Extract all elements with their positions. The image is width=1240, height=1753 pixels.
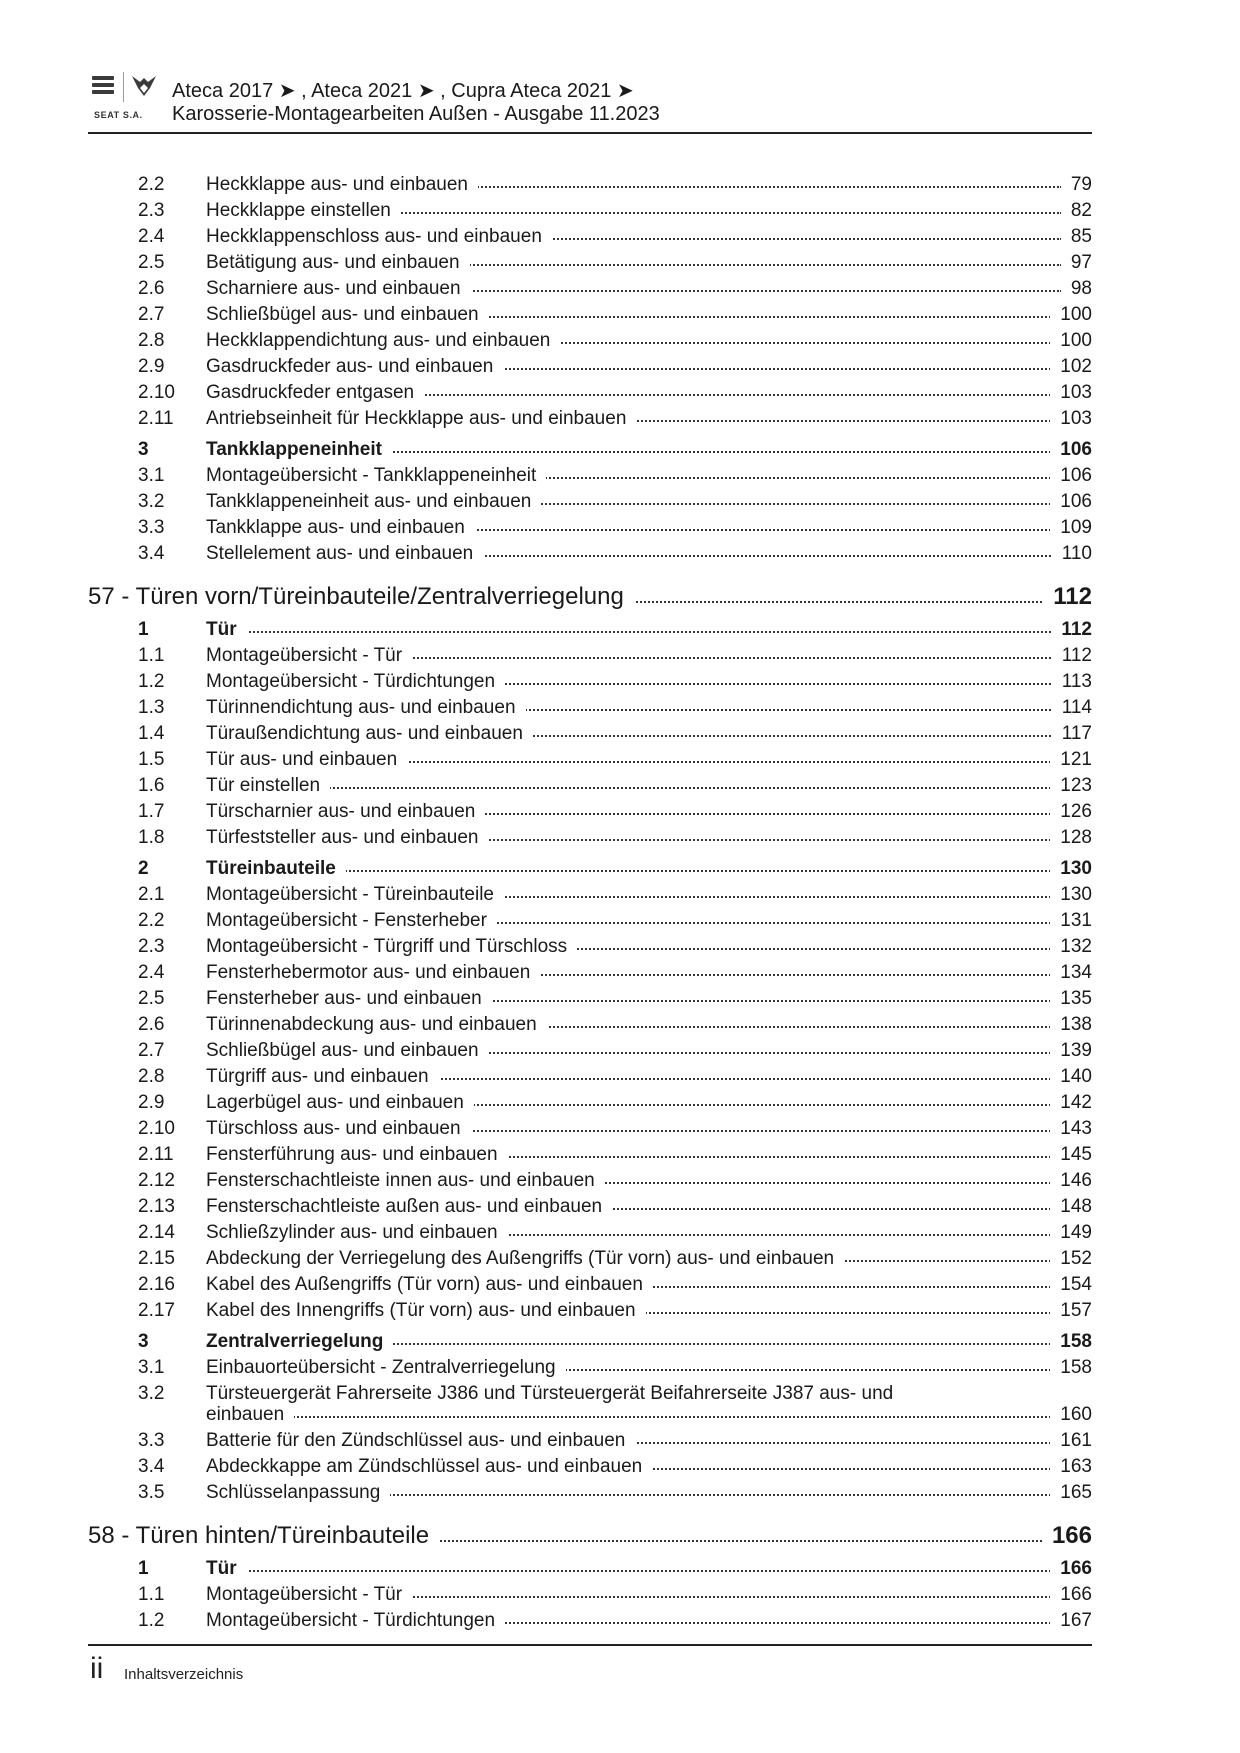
toc-entry[interactable] xyxy=(0,1274,1240,1298)
toc-page-number[interactable]: 166 xyxy=(1042,1522,1092,1550)
toc-title[interactable]: Türgriff aus- und einbauen xyxy=(206,1066,439,1088)
toc-title[interactable]: Heckklappendichtung aus- und einbauen xyxy=(206,330,560,352)
toc-page-number[interactable]: 167 xyxy=(1050,1610,1092,1632)
toc-page-number[interactable]: 138 xyxy=(1050,1014,1092,1036)
toc-page-number[interactable]: 106 xyxy=(1050,491,1092,513)
toc-title[interactable]: Türinnendichtung aus- und einbauen xyxy=(206,697,526,719)
toc-page-number[interactable]: 166 xyxy=(1050,1584,1092,1606)
toc-title[interactable]: Antriebseinheit für Heckklappe aus- und einbauen xyxy=(206,408,636,430)
toc-page-number[interactable]: 148 xyxy=(1050,1196,1092,1218)
seat-logo-icon xyxy=(92,76,114,94)
toc-entry[interactable] xyxy=(0,1170,1240,1194)
toc-number: 2.8 xyxy=(138,1066,165,1087)
toc-number: 2.17 xyxy=(138,1300,175,1321)
toc-page-number[interactable]: 161 xyxy=(1050,1430,1092,1452)
toc-entry[interactable] xyxy=(0,1584,1240,1608)
toc-entry[interactable] xyxy=(0,1066,1240,1090)
toc-chapter[interactable] xyxy=(0,1522,1240,1550)
toc-number: 2.7 xyxy=(138,304,165,325)
toc-page-number[interactable]: 106 xyxy=(1050,439,1092,461)
toc-number: 2.2 xyxy=(138,910,165,931)
toc-page-number[interactable]: 128 xyxy=(1050,827,1092,849)
toc-entry[interactable] xyxy=(0,1482,1240,1506)
toc-page-number[interactable]: 134 xyxy=(1050,962,1092,984)
toc-entry[interactable] xyxy=(0,356,1240,380)
toc-title[interactable]: Tankklappe aus- und einbauen xyxy=(206,517,475,539)
toc-entry[interactable] xyxy=(0,775,1240,799)
toc-number: 2.11 xyxy=(138,408,174,429)
toc-title[interactable]: 58 - Türen hinten/Türeinbauteile xyxy=(88,1522,439,1550)
toc-page-number[interactable]: 149 xyxy=(1050,1222,1092,1244)
toc-entry[interactable] xyxy=(0,1014,1240,1038)
toc-title[interactable]: Tür einstellen xyxy=(206,775,330,797)
toc-page-number[interactable]: 103 xyxy=(1050,408,1092,430)
toc-title[interactable]: Heckklappe aus- und einbauen xyxy=(206,174,478,196)
toc-number: 1.8 xyxy=(138,827,165,848)
toc-page-number[interactable]: 98 xyxy=(1061,278,1092,300)
toc-entry[interactable] xyxy=(0,884,1240,908)
dot-leader xyxy=(206,631,1062,633)
toc-entry[interactable] xyxy=(0,278,1240,302)
toc-number: 3 xyxy=(138,439,149,460)
toc-title[interactable]: Fensterheber aus- und einbauen xyxy=(206,988,492,1010)
toc-number: 2.6 xyxy=(138,278,165,299)
toc-number: 1.1 xyxy=(138,645,165,666)
toc-number: 1 xyxy=(138,619,149,640)
toc-title[interactable]: Einbauorteübersicht - Zentralverriegelung xyxy=(206,1357,566,1379)
dot-leader xyxy=(206,1570,1062,1572)
toc-title[interactable]: Schließbügel aus- und einbauen xyxy=(206,1040,489,1062)
toc-number: 3.1 xyxy=(138,465,165,486)
toc-number: 3.2 xyxy=(138,1383,165,1404)
toc-page-number[interactable]: 160 xyxy=(1050,1404,1092,1426)
toc-number: 3.4 xyxy=(138,1456,165,1477)
toc-number: 2.15 xyxy=(138,1248,175,1269)
toc-entry[interactable] xyxy=(0,1404,1240,1428)
toc-number: 2.16 xyxy=(138,1274,175,1295)
toc-page-number[interactable]: 139 xyxy=(1050,1040,1092,1062)
toc-number: 2 xyxy=(138,858,149,879)
toc-section[interactable] xyxy=(0,1558,1240,1582)
toc-title[interactable]: Montageübersicht - Fensterheber xyxy=(206,910,497,932)
toc-number: 3.5 xyxy=(138,1482,165,1503)
toc-page-number[interactable]: 79 xyxy=(1061,174,1092,196)
toc-page-number[interactable]: 106 xyxy=(1050,465,1092,487)
toc-page-number[interactable]: 121 xyxy=(1050,749,1092,771)
toc-page-number[interactable]: 100 xyxy=(1050,330,1092,352)
toc-page-number[interactable]: 131 xyxy=(1050,910,1092,932)
toc-number: 1.6 xyxy=(138,775,165,796)
model-line: Ateca 2017 ➤ , Ateca 2021 ➤ , Cupra Ateca 2021 ➤ xyxy=(172,80,634,102)
toc-page-number[interactable]: 112 xyxy=(1052,645,1092,667)
toc-number: 2.11 xyxy=(138,1144,174,1165)
toc-section[interactable] xyxy=(0,1331,1240,1355)
toc-title[interactable]: Heckklappe einstellen xyxy=(206,200,401,222)
toc-entry[interactable] xyxy=(0,936,1240,960)
toc-number: 2.3 xyxy=(138,200,165,221)
toc-title[interactable]: Tankklappeneinheit xyxy=(206,439,392,461)
toc-page-number[interactable]: 82 xyxy=(1061,200,1092,222)
toc-page-number[interactable]: 112 xyxy=(1043,583,1092,611)
toc-entry[interactable] xyxy=(0,543,1240,567)
toc-entry[interactable] xyxy=(0,1196,1240,1220)
toc-page-number[interactable]: 154 xyxy=(1050,1274,1092,1296)
toc-number: 2.2 xyxy=(138,174,165,195)
toc-number: 1.7 xyxy=(138,801,165,822)
toc-title[interactable]: Montageübersicht - Tür xyxy=(206,1584,412,1606)
toc-title[interactable]: Fensterhebermotor aus- und einbauen xyxy=(206,962,540,984)
toc-number: 3.2 xyxy=(138,491,165,512)
toc-number: 3.3 xyxy=(138,1430,165,1451)
toc-entry[interactable] xyxy=(0,1040,1240,1064)
toc-page-number[interactable]: 114 xyxy=(1052,697,1092,719)
toc-page-number[interactable]: 166 xyxy=(1050,1558,1092,1580)
toc-title[interactable]: Schlüsselanpassung xyxy=(206,1482,390,1504)
toc-title[interactable]: Kabel des Außengriffs (Tür vorn) aus- und einbauen xyxy=(206,1274,653,1296)
toc-page-number[interactable]: 140 xyxy=(1050,1066,1092,1088)
toc-entry[interactable] xyxy=(0,330,1240,354)
toc-page-number[interactable]: 117 xyxy=(1052,723,1092,745)
toc-number: 3.1 xyxy=(138,1357,165,1378)
toc-page-number[interactable]: 158 xyxy=(1050,1331,1092,1353)
toc-page-number[interactable]: 158 xyxy=(1050,1357,1092,1379)
toc-number: 1.3 xyxy=(138,697,165,718)
toc-number: 2.10 xyxy=(138,382,175,403)
dot-leader xyxy=(206,1416,1062,1418)
toc-entry[interactable] xyxy=(0,1430,1240,1454)
toc-page-number[interactable]: 165 xyxy=(1050,1482,1092,1504)
toc-title[interactable]: Schließzylinder aus- und einbauen xyxy=(206,1222,508,1244)
toc-entry[interactable] xyxy=(0,1118,1240,1142)
toc-entry[interactable] xyxy=(0,1357,1240,1381)
toc-title[interactable]: Tankklappeneinheit aus- und einbauen xyxy=(206,491,541,513)
toc-title[interactable]: Montageübersicht - Türeinbauteile xyxy=(206,884,504,906)
toc-entry[interactable] xyxy=(0,1610,1240,1634)
toc-number: 2.4 xyxy=(138,226,165,247)
toc-page-number[interactable]: 100 xyxy=(1050,304,1092,326)
footer-label: Inhaltsverzeichnis xyxy=(124,1666,244,1683)
toc-entry[interactable] xyxy=(0,1456,1240,1480)
toc-title[interactable]: Montageübersicht - Türdichtungen xyxy=(206,1610,505,1632)
cupra-logo-icon xyxy=(131,74,157,98)
toc-page-number[interactable]: 112 xyxy=(1051,619,1092,641)
toc-page-number[interactable]: 130 xyxy=(1050,858,1092,880)
toc-entry[interactable] xyxy=(0,304,1240,328)
toc-title[interactable]: Betätigung aus- und einbauen xyxy=(206,252,470,274)
toc-entry[interactable] xyxy=(0,1300,1240,1324)
toc-entry[interactable] xyxy=(0,671,1240,695)
toc-number: 3.3 xyxy=(138,517,165,538)
toc-page-number[interactable]: 132 xyxy=(1050,936,1092,958)
toc-page-number[interactable]: 102 xyxy=(1050,356,1092,378)
toc-title[interactable]: Gasdruckfeder aus- und einbauen xyxy=(206,356,503,378)
toc-entry[interactable] xyxy=(0,408,1240,432)
toc-page-number[interactable]: 142 xyxy=(1050,1092,1092,1114)
toc-page-number[interactable]: 152 xyxy=(1050,1248,1092,1270)
toc-entry[interactable] xyxy=(0,645,1240,669)
toc-entry[interactable] xyxy=(0,988,1240,1012)
toc-entry[interactable] xyxy=(0,1248,1240,1272)
toc-title[interactable]: Montageübersicht - Türdichtungen xyxy=(206,671,505,693)
toc-title[interactable]: Abdeckung der Verriegelung des Außengriffs (Tür vorn) aus- und einbauen xyxy=(206,1248,844,1270)
toc-entry[interactable] xyxy=(0,491,1240,515)
toc-number: 2.5 xyxy=(138,988,165,1009)
toc-entry[interactable] xyxy=(0,910,1240,934)
header-divider xyxy=(88,132,1092,134)
toc-entry[interactable] xyxy=(0,1144,1240,1168)
toc-title[interactable]: Zentralverriegelung xyxy=(206,1331,393,1353)
toc-title[interactable]: Fensterschachtleiste außen aus- und einbauen xyxy=(206,1196,612,1218)
toc-title[interactable]: Kabel des Innengriffs (Tür vorn) aus- und einbauen xyxy=(206,1300,646,1322)
toc-entry[interactable] xyxy=(0,1092,1240,1116)
toc-page-number[interactable]: 130 xyxy=(1050,884,1092,906)
toc-entry[interactable] xyxy=(0,226,1240,250)
toc-page-number[interactable]: 146 xyxy=(1050,1170,1092,1192)
toc-entry[interactable] xyxy=(0,174,1240,198)
toc-number: 2.14 xyxy=(138,1222,175,1243)
toc-title[interactable]: Fensterführung aus- und einbauen xyxy=(206,1144,508,1166)
toc-title[interactable]: Schließbügel aus- und einbauen xyxy=(206,304,489,326)
toc-number: 2.6 xyxy=(138,1014,165,1035)
toc-number: 1.4 xyxy=(138,723,165,744)
page-header xyxy=(88,72,1092,134)
toc-title[interactable]: Montageübersicht - Türgriff und Türschloss xyxy=(206,936,577,958)
logo-divider xyxy=(123,72,124,102)
toc-page-number[interactable]: 97 xyxy=(1061,252,1092,274)
toc-page-number[interactable]: 109 xyxy=(1050,517,1092,539)
toc-entry[interactable] xyxy=(0,749,1240,773)
toc-page-number[interactable]: 113 xyxy=(1052,671,1092,693)
toc-section[interactable] xyxy=(0,858,1240,882)
toc-page-number[interactable]: 103 xyxy=(1050,382,1092,404)
toc-page-number[interactable]: 110 xyxy=(1052,543,1092,565)
toc-title[interactable]: Türaußendichtung aus- und einbauen xyxy=(206,723,533,745)
toc-number: 2.10 xyxy=(138,1118,175,1139)
toc-number: 2.8 xyxy=(138,330,165,351)
toc-number: 2.7 xyxy=(138,1040,165,1061)
toc-title[interactable]: Lagerbügel aus- und einbauen xyxy=(206,1092,474,1114)
toc-number: 2.3 xyxy=(138,936,165,957)
toc-title[interactable]: Türschloss aus- und einbauen xyxy=(206,1118,471,1140)
toc-number: 3.4 xyxy=(138,543,165,564)
toc-number: 2.13 xyxy=(138,1196,175,1217)
toc-title[interactable]: Montageübersicht - Tür xyxy=(206,645,412,667)
toc-number: 1.2 xyxy=(138,671,165,692)
toc-number: 1 xyxy=(138,1558,149,1579)
toc-title[interactable]: 57 - Türen vorn/Türeinbauteile/Zentralverriegelung xyxy=(88,583,634,611)
toc-number: 2.1 xyxy=(138,884,165,905)
toc-title[interactable]: einbauen xyxy=(206,1404,294,1426)
toc-number: 2.9 xyxy=(138,1092,165,1113)
toc-title[interactable]: Tür xyxy=(206,1558,247,1580)
toc-entry[interactable] xyxy=(0,200,1240,224)
toc-page-number[interactable]: 123 xyxy=(1050,775,1092,797)
toc-entry[interactable] xyxy=(0,465,1240,489)
toc-entry[interactable] xyxy=(0,723,1240,747)
toc-entry[interactable] xyxy=(0,962,1240,986)
toc-title[interactable]: Türfeststeller aus- und einbauen xyxy=(206,827,489,849)
toc-title[interactable]: Heckklappenschloss aus- und einbauen xyxy=(206,226,552,248)
toc-entry[interactable] xyxy=(0,697,1240,721)
toc-page-number[interactable]: 163 xyxy=(1050,1456,1092,1478)
document-title: Karosserie-Montagearbeiten Außen - Ausgabe 11.2023 xyxy=(172,103,660,125)
toc-number: 2.9 xyxy=(138,356,165,377)
toc-number: 1.5 xyxy=(138,749,165,770)
toc-title[interactable]: Stellelement aus- und einbauen xyxy=(206,543,483,565)
toc-number: 3 xyxy=(138,1331,149,1352)
toc-title[interactable]: Tür aus- und einbauen xyxy=(206,749,407,771)
toc-title[interactable]: Fensterschachtleiste innen aus- und einbauen xyxy=(206,1170,605,1192)
toc-title[interactable]: Scharniere aus- und einbauen xyxy=(206,278,471,300)
page-number: ii xyxy=(90,1652,104,1685)
toc-section[interactable] xyxy=(0,439,1240,463)
toc-chapter[interactable] xyxy=(0,583,1240,611)
toc-number: 1.2 xyxy=(138,1610,165,1631)
toc-title[interactable]: Türeinbauteile xyxy=(206,858,346,880)
toc-number: 2.5 xyxy=(138,252,165,273)
toc-title[interactable]: Türsteuergerät Fahrerseite J386 und Türsteuergerät Beifahrerseite J387 aus- und xyxy=(206,1383,903,1405)
toc-entry[interactable] xyxy=(0,382,1240,406)
toc-entry[interactable] xyxy=(0,801,1240,825)
footer-divider xyxy=(88,1644,1092,1646)
toc-title[interactable]: Türinnenabdeckung aus- und einbauen xyxy=(206,1014,547,1036)
toc-number: 1.1 xyxy=(138,1584,165,1605)
dot-leader xyxy=(206,787,1062,789)
toc-page-number[interactable]: 135 xyxy=(1050,988,1092,1010)
toc-number: 2.4 xyxy=(138,962,165,983)
logo-text: SEAT S.A. xyxy=(94,110,143,120)
toc-section[interactable] xyxy=(0,619,1240,643)
toc-entry[interactable] xyxy=(0,1222,1240,1246)
toc-title[interactable]: Tür xyxy=(206,619,247,641)
toc-title[interactable]: Türscharnier aus- und einbauen xyxy=(206,801,485,823)
toc-page-number[interactable]: 143 xyxy=(1050,1118,1092,1140)
toc-page-number[interactable]: 145 xyxy=(1050,1144,1092,1166)
toc-number: 2.12 xyxy=(138,1170,175,1191)
toc-title[interactable]: Abdeckkappe am Zündschlüssel aus- und einbauen xyxy=(206,1456,652,1478)
toc-title[interactable]: Montageübersicht - Tankklappeneinheit xyxy=(206,465,546,487)
toc-entry[interactable] xyxy=(0,252,1240,276)
toc-entry[interactable] xyxy=(0,827,1240,851)
toc-page-number[interactable]: 157 xyxy=(1050,1300,1092,1322)
toc-title[interactable]: Batterie für den Zündschlüssel aus- und einbauen xyxy=(206,1430,635,1452)
toc-entry[interactable] xyxy=(0,517,1240,541)
toc-title[interactable]: Gasdruckfeder entgasen xyxy=(206,382,424,404)
toc-page-number[interactable]: 85 xyxy=(1061,226,1092,248)
toc-page-number[interactable]: 126 xyxy=(1050,801,1092,823)
